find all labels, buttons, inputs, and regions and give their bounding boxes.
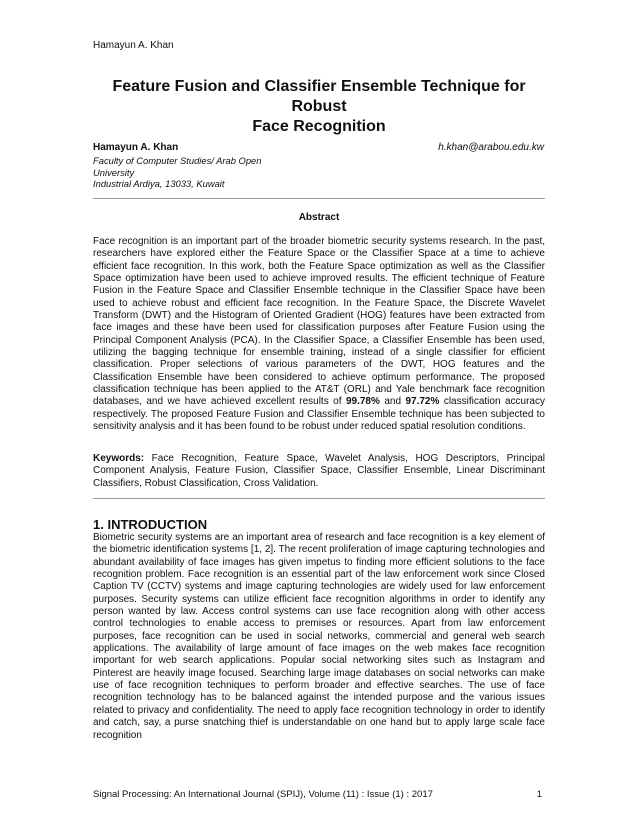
footer-page-number: 1 bbox=[536, 789, 542, 800]
author-email: h.khan@arabou.edu.kw bbox=[438, 142, 544, 153]
abstract-text-part2: and bbox=[379, 396, 406, 408]
accuracy-orl: 99.78% bbox=[345, 396, 380, 408]
abstract-body bbox=[93, 236, 545, 434]
author-name: Hamayun A. Khan bbox=[93, 142, 179, 153]
divider-top bbox=[93, 198, 545, 199]
keywords bbox=[93, 453, 545, 490]
footer-journal: Signal Processing: An International Journal (SPIJ), Volume (11) : Issue (1) : 2017 bbox=[93, 789, 433, 800]
introduction-body: Biometric security systems are an important area of research and face recognition is a key element of the biometric identification systems [1, 2]. The recent proliferation of image capturing technologies and abundant availability of face images has given impetus to finding more efficient solutions to the face recognition problem. Face recognition is an essential part of the law enforcement work since Closed Caption TV (CCTV) systems and image capturing technologies are widely used for law enforcement purposes. Security systems can utilize efficient face recognition algorithms in order to identify any person wanted by law. Access control systems can use face recognition along with other access control technologies to enable access to premises or resources. Apart from law enforcement purposes, face recognition can be used in social networks, commercial and general web search applications. The availability of large amount of face images on the web makes face recognition important for web search applications. Popular social networking sites such as Instagram and Pinterest are heavily image focused. Searching large image databases on social networks can make use of face recognition techniques to perform broader and effective searches. The use of face recognition technology has to be balanced against the intended purpose and the various issues related to privacy and confidentiality. The need to apply face recognition technology in order to identify and catch, say, a purse snatching thief is understandable on one hand but to apply large scale face recognition bbox=[93, 532, 545, 741]
affiliation-line1: Faculty of Computer Studies/ Arab Open bbox=[93, 155, 262, 166]
abstract-heading: Abstract bbox=[298, 212, 340, 223]
keywords-text: Face Recognition, Feature Space, Wavelet Analysis, HOG Descriptors, Principal Component Analysis, Feature Fusion, Classifier Space, Classifier Ensemble, Linear Discriminant Classifiers, Robust Classification, Cross Validation. bbox=[93, 453, 545, 489]
abstract-text-part1: Face recognition is an important part of the broader biometric security systems research. In the past, researchers have explored either the Feature Space or the Classifier Space at a time to achieve efficient face recognition. In this work, both the Feature Space optimization as well as the Classifier Space optimization have been used to achieve improved results. The efficient technique of Feature Fusion in the Feature Space and Classifier Ensemble technique in the Classifier Space have been used to achieve robust and efficient face recognition. In the Feature Space, the Discrete Wavelet Transform (DWT) and the Histogram of Oriented Gradient (HOG) features have been extracted from face images and these have been used for classification purposes after Feature Fusion using the Principal Component Analysis (PCA). In the Classifier Space, a Classifier Ensemble has been used, utilizing the bagging technique for ensemble training, instead of a single classifier for efficient classification. Proper selections of various parameters of the DWT, HOG features and the Classification Ensemble have been considered to achieve optimum performance. The proposed classification technique has been applied to the AT&T (ORL) and Yale benchmark face recognition databases, and we have achieved excellent results of bbox=[93, 236, 545, 408]
paper-title bbox=[93, 77, 545, 137]
affiliation-line2: University bbox=[93, 166, 135, 178]
paper-title-line2: Face Recognition bbox=[252, 118, 386, 135]
keywords-label: Keywords: bbox=[93, 453, 145, 464]
divider-bottom bbox=[93, 498, 545, 499]
section-heading-introduction: 1. INTRODUCTION bbox=[93, 517, 208, 532]
affiliation-line3: Industrial Ardiya, 13033, Kuwait bbox=[93, 178, 225, 190]
author-affiliation bbox=[93, 155, 293, 190]
abstract-text-part3: classification accuracy respectively. The proposed Feature Fusion and Classifier Ensemble technique has been subjected to sensitivity analysis and it has been found to be robust under reduced spatial resolution conditions. bbox=[93, 396, 545, 433]
paper-title-line1: Feature Fusion and Classifier Ensemble Technique for Robust bbox=[112, 78, 526, 115]
running-head: Hamayun A. Khan bbox=[93, 40, 174, 51]
accuracy-yale: 97.72% bbox=[405, 396, 440, 408]
